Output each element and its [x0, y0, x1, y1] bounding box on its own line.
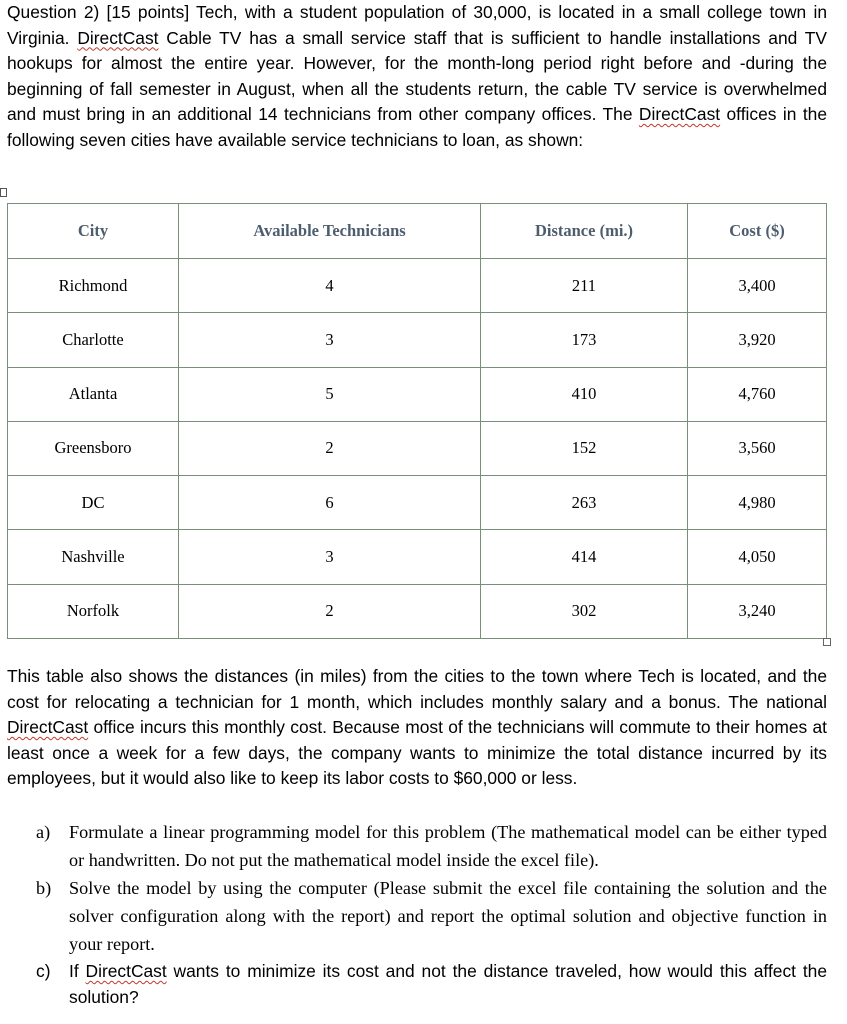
table-row — [8, 476, 827, 530]
intro-text-1: Question 2) [15 points] Tech, with a student population of 30,000, is located in a small college town in Virginia. — [7, 2, 827, 48]
cell-city: Atlanta — [8, 367, 179, 421]
table-move-handle[interactable] — [0, 188, 7, 197]
cell-technicians: 6 — [179, 476, 481, 530]
brand-name: DirectCast — [638, 104, 721, 124]
cell-cost: 4,760 — [688, 367, 827, 421]
sub-question-a — [36, 818, 827, 874]
header-city: City — [8, 204, 179, 259]
cell-technicians: 3 — [179, 530, 481, 584]
cell-technicians: 3 — [179, 313, 481, 367]
cell-technicians: 2 — [179, 584, 481, 638]
header-available-technicians: Available Technicians — [179, 204, 481, 259]
sub-questions — [36, 818, 827, 1010]
brand-name: DirectCast — [7, 717, 89, 737]
table-header-row — [8, 204, 827, 259]
sub-question-marker: a) — [36, 822, 51, 842]
cell-cost: 4,050 — [688, 530, 827, 584]
cell-distance: 410 — [481, 367, 688, 421]
cell-cost: 4,980 — [688, 476, 827, 530]
sub-question-text-post: wants to minimize its cost and not the distance traveled, how would this affect the solution? — [69, 961, 828, 1007]
table-row — [8, 421, 827, 475]
cell-cost: 3,560 — [688, 421, 827, 475]
sub-question-text-pre: If — [69, 961, 86, 981]
sub-question-marker: c) — [36, 961, 51, 981]
cell-cost: 3,920 — [688, 313, 827, 367]
brand-name: DirectCast — [77, 27, 159, 48]
brand-name: DirectCast — [85, 961, 167, 981]
cell-cost: 3,240 — [688, 584, 827, 638]
intro-text-3: offices in the following seven cities have available service technicians to loan, as shown: — [7, 104, 828, 150]
cell-technicians: 4 — [179, 259, 481, 313]
header-cost: Cost ($) — [688, 204, 827, 259]
cell-city: Norfolk — [8, 584, 179, 638]
cell-distance: 211 — [481, 259, 688, 313]
explanation-text-2: office incurs this monthly cost. Because most of the technicians will commute to their homes at least once a week for a few days, the company wants to minimize the total distance incurred by its employees, but it would also like to keep its labor costs to $60,000 or less. — [7, 717, 827, 788]
cell-city: Greensboro — [8, 421, 179, 475]
cell-technicians: 2 — [179, 421, 481, 475]
question-intro — [7, 0, 827, 153]
cell-distance: 152 — [481, 421, 688, 475]
cell-city: Nashville — [8, 530, 179, 584]
sub-question-b — [36, 874, 827, 958]
cell-city: Richmond — [8, 259, 179, 313]
explanation-text-1: This table also shows the distances (in miles) from the cities to the town where Tech is located, and the cost for relocating a technician for 1 month, which includes monthly salary and a bonus. The national — [7, 666, 827, 712]
cell-city: Charlotte — [8, 313, 179, 367]
table-explanation — [7, 664, 827, 792]
table-row — [8, 584, 827, 638]
cell-cost: 3,400 — [688, 259, 827, 313]
cell-city: DC — [8, 476, 179, 530]
cell-distance: 263 — [481, 476, 688, 530]
header-distance: Distance (mi.) — [481, 204, 688, 259]
table-row — [8, 313, 827, 367]
cell-technicians: 5 — [179, 367, 481, 421]
sub-question-c — [36, 958, 827, 1010]
sub-question-text: Formulate a linear programming model for this problem (The mathematical model can be either typed or handwritten. Do not put the mathematical model inside the excel file). — [69, 822, 827, 870]
sub-question-text: Solve the model by using the computer (Please submit the excel file containing the solution and the solver configuration along with the report) and report the optimal solution and objective function in your report. — [69, 878, 827, 954]
cell-distance: 302 — [481, 584, 688, 638]
table-resize-handle[interactable] — [823, 638, 831, 646]
intro-text-2: Cable TV has a small service staff that is sufficient to handle installations and TV hookups for almost the entire year. However, for the month-long period right before and -during the beginning of fall semester in August, when all the students return, the cable TV service is overwhelmed and must bring in an additional 14 technicians from other company offices. The — [7, 27, 827, 124]
sub-question-marker: b) — [36, 878, 52, 898]
table-row — [8, 530, 827, 584]
table-row — [8, 259, 827, 313]
cell-distance: 414 — [481, 530, 688, 584]
table-row — [8, 367, 827, 421]
technicians-table — [7, 203, 827, 639]
cell-distance: 173 — [481, 313, 688, 367]
sub-question-text — [69, 961, 827, 1007]
